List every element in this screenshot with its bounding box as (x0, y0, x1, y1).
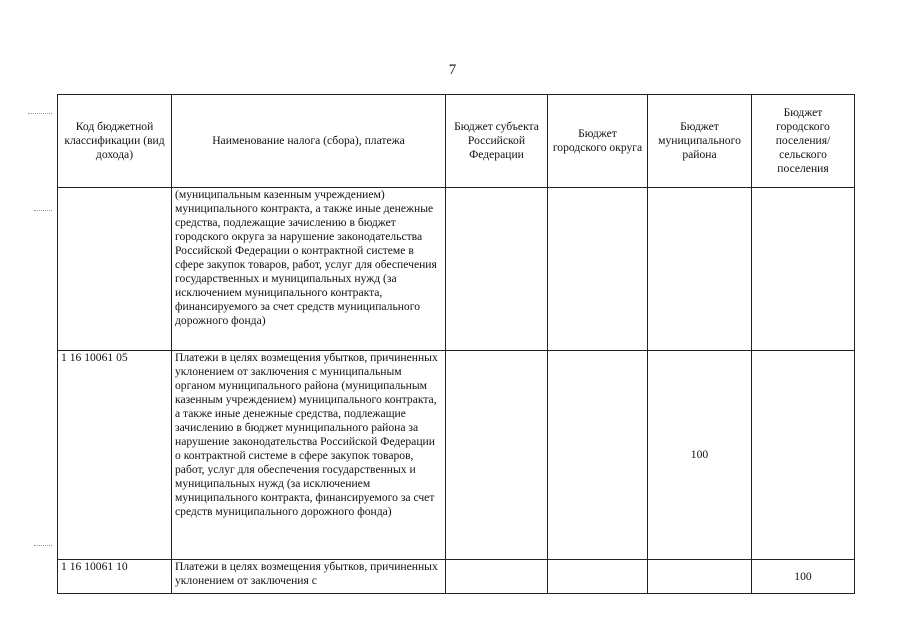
table-header-row (58, 95, 855, 188)
budget-revenue-table (57, 94, 855, 594)
row-city-district-value (548, 188, 648, 351)
table-row (58, 560, 855, 594)
margin-mark-middle (34, 210, 52, 211)
row-city-district-value (548, 560, 648, 594)
table-row (58, 351, 855, 560)
header-municipal-district-budget: Бюджет муниципального района (648, 95, 752, 188)
row-subject-value (446, 188, 548, 351)
header-city-district-budget: Бюджет городского округа (548, 95, 648, 188)
header-subject-budget: Бюджет субъекта Российской Федерации (446, 95, 548, 188)
row-settlement-value (752, 351, 855, 560)
row-code: 1 16 10061 10 (58, 560, 172, 594)
header-name: Наименование налога (сбора), платежа (172, 95, 446, 188)
row-municipal-district-value (648, 188, 752, 351)
row-municipal-district-value: 100 (648, 351, 752, 560)
row-name: (муниципальным казенным учреждением) муниципального контракта, а также иные денежные средства, подлежащие зачислению в бюджет городского округа за нарушение законодательства Российской Федерации о контрактной системе в сфере закупок товаров, работ, услуг для обеспечения государственных и муниципальных нужд (за исключением муниципального контракта, финансируемого за счет средств муниципального дорожного фонда) (172, 188, 446, 351)
margin-mark-bottom (34, 545, 52, 546)
row-name: Платежи в целях возмещения убытков, причиненных уклонением от заключения с муниципальным органом муниципального района (муниципальным казенным учреждением) муниципального контракта, а также иные денежные средства, подлежащие зачислению в бюджет муниципального района за нарушение законодательства Российской Федерации о контрактной системе в сфере закупок товаров, работ, услуг для обеспечения государственных и муниципальных нужд (за исключением муниципального контракта, финансируемого за счет средств муниципального дорожного фонда) (172, 351, 446, 560)
margin-mark-top (28, 113, 52, 114)
row-code: 1 16 10061 05 (58, 351, 172, 560)
row-municipal-district-value (648, 560, 752, 594)
header-code: Код бюджетной классификации (вид дохода) (58, 95, 172, 188)
row-settlement-value: 100 (752, 560, 855, 594)
row-settlement-value (752, 188, 855, 351)
row-name: Платежи в целях возмещения убытков, причиненных уклонением от заключения с (172, 560, 446, 594)
row-code (58, 188, 172, 351)
table-row (58, 188, 855, 351)
row-city-district-value (548, 351, 648, 560)
row-subject-value (446, 351, 548, 560)
page-number: 7 (448, 62, 457, 78)
row-subject-value (446, 560, 548, 594)
header-settlement-budget: Бюджет городского поселения/ сельского поселения (752, 95, 855, 188)
